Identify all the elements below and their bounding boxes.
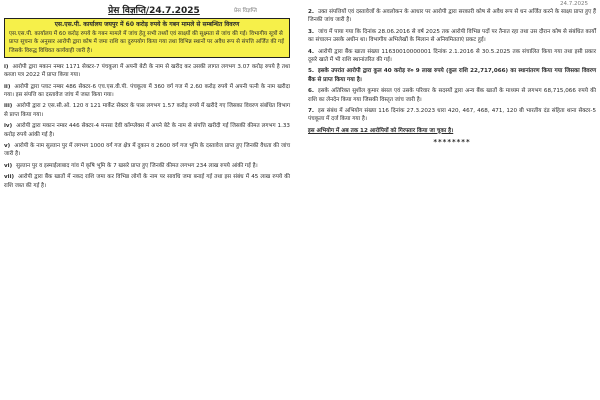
para-number: 5. <box>308 68 315 75</box>
para-number: iv) <box>4 123 13 130</box>
para-number: iii) <box>4 103 13 110</box>
reference-right: 24.7.2025 <box>560 1 588 7</box>
left-paragraph <box>4 142 290 159</box>
para-number: 2. <box>308 9 315 15</box>
closing-statement <box>308 127 596 135</box>
para-text: इस संबंध में अभियोग संख्या 116 दिनांक 27.3.2023 धारा 420, 467, 468, 471, 120 बी भारतीय दंड संहिता थाना सेक्टर-5 पंचकूला में दर्ज किया गया है। <box>308 108 596 123</box>
left-paragraph <box>4 122 290 139</box>
right-column <box>308 8 596 147</box>
right-paragraph <box>308 67 596 84</box>
para-text: आरोपी द्वारा मकान नम्बर 446 सेक्टर-4 मनसा देवी कॉम्प्लेक्स में अपने बेटे के नाम से संपत्ति खरीदी गई जिसकी कीमत लगभग 1.33 करोड़ रुपये आंकी गई है। <box>4 123 290 138</box>
para-text: आरोपी द्वारा प्लाट नम्बर 486 सेक्टर-6 एच.एस.वी.पी. पंचकूला में 360 वर्ग गज में 2.60 करोड़ रुपये में अपनी पत्नी के नाम खरीदा गया। इस संपत्ति का दस्तावेज जांच में जब्त किया गया। <box>4 83 290 99</box>
end-stars: ******** <box>433 138 471 147</box>
para-number: 7. <box>308 108 315 115</box>
left-paragraph <box>4 83 290 100</box>
para-text: आरोपी द्वारा बैंक खातों में नकद राशि जमा कर विभिन्न लोगों के नाम पर सावधि जमा बनाई गई तथा इस संबंध में 45 लाख रुपये की राशि जब्त की गई है। <box>4 174 290 189</box>
right-paragraph <box>308 48 596 65</box>
left-paragraph <box>4 63 290 80</box>
closing-bold-text: इस अभियोग में अब तक 12 आरोपियों को गिरफ्तार किया जा चुका है। <box>308 127 454 134</box>
para-number: v) <box>4 143 11 150</box>
para-text: इसके अतिरिक्त सुशील कुमार बंसल एवं उसके परिवार के सदस्यों द्वारा अन्य बैंक खातों के माध्यम से लगभग 68,715,066 रुपये की राशि का लेनदेन किया गया जिसकी विस्तृत जांच जारी है। <box>308 88 596 103</box>
page-title: प्रेस विज्ञप्ति/24.7.2025 <box>108 6 200 16</box>
para-number: 4. <box>308 48 315 55</box>
para-text: आरोपी द्वारा बैंक खाता संख्या 11630010000001 दिनांक 2.1.2016 से 30.5.2025 तक संचालित किया गया तथा इसी प्रकार दूसरे खाते में भी राशि स्थानांतरित की गई। <box>308 48 596 64</box>
right-paragraph <box>308 8 596 25</box>
para-number: vi) <box>4 162 13 169</box>
left-paragraph <box>4 173 290 190</box>
para-number: i) <box>4 63 9 70</box>
para-text: सुल्तान पुर व इस्माईलाबाद गांव में कृषि भूमि के 7 खसरे प्राप्त हुए जिनकी कीमत लगभग 234 लाख रुपये आंकी गई है। <box>16 162 258 169</box>
para-text: जांच में पाया गया कि दिनांक 28.06.2016 से वर्ष 2025 तक आरोपी विभिन्न पदों पर तैनात रहा तथा उस दौरान कोष से संबंधित कार्यों का संचालन उसके अधीन था। विभागीय अभिलेखों के मिलान से अनियमितताएं प्रकट हुई। <box>308 28 596 44</box>
para-number: ii) <box>4 83 11 90</box>
left-paragraph <box>4 102 290 119</box>
para-text: आरोपी द्वारा मकान नम्बर 1171 सेक्टर-7 पंचकूला में अपनी बेटी के नाम से खरीद कर उसकी लागत लगभग 3.07 करोड़ रुपये है तथा कब्जा पत्र 2022 में प्राप्त किया गया। <box>4 63 290 79</box>
highlight-title: एस.एस.पी. कार्यालय जयपुर में 60 करोड़ रुपये के गबन मामले से सम्बन्धित विवरण <box>54 21 240 28</box>
reference-left: प्रेस विज्ञप्ति <box>234 8 257 14</box>
para-text: उक्त संपत्तियों एवं दस्तावेजों के अवलोकन के आधार पर आरोपी द्वारा सरकारी कोष से अवैध रूप से धन अर्जित करने के साक्ष्य प्राप्त हुए हैं जिनकी जांच जारी है। <box>308 9 596 24</box>
para-text: आरोपी द्वारा 2 एस.सी.ओ. 120 व 121 मार्केट सेक्टर के पास लगभग 1.57 करोड़ रुपये में खरीदे गए जिसका विवरण संबंधित विभाग से प्राप्त किया गया। <box>4 103 290 118</box>
para-number: 3. <box>308 28 315 35</box>
para-number: vii) <box>4 174 15 181</box>
highlighted-summary-box <box>4 18 290 58</box>
para-text: आरोपी के नाम सुल्तान पुर में लगभग 1000 वर्ग गज क्षेत्र में दुकान व 2600 वर्ग गज भूमि के दस्तावेज प्राप्त हुए जिनकी वैधता की जांच जारी है। <box>4 143 290 158</box>
right-paragraph <box>308 107 596 124</box>
right-paragraph <box>308 87 596 104</box>
right-paragraph <box>308 28 596 45</box>
highlight-text: एस.एस.पी. कार्यालय में 60 करोड़ रुपये के गबन मामले में जांच हेतु सभी तथ्यों एवं साक्ष्यों की सूक्ष्मता से जांच की गई। विभागीय सूत्रों से प्राप्त सूचना के अनुसार आरोपी द्वारा कोष में जमा राशि का दुरुपयोग किया गया तथा विभिन्न स्थानों पर अवैध रूप से संपत्ति अर्जित की गई जिसके विरुद्ध विधिवत कार्यवाही जारी है। <box>9 31 284 54</box>
para-number: 6. <box>308 88 315 95</box>
para-text: इसके उपरांत आरोपी द्वारा कुल 40 करोड़ रु० 9 लाख रुपये (कुल राशि 22,717,066) का स्थानांतरण किया गया जिसका विवरण बैंक से प्राप्त किया गया है। <box>308 68 596 83</box>
left-paragraph <box>4 162 290 170</box>
left-column <box>4 18 290 193</box>
